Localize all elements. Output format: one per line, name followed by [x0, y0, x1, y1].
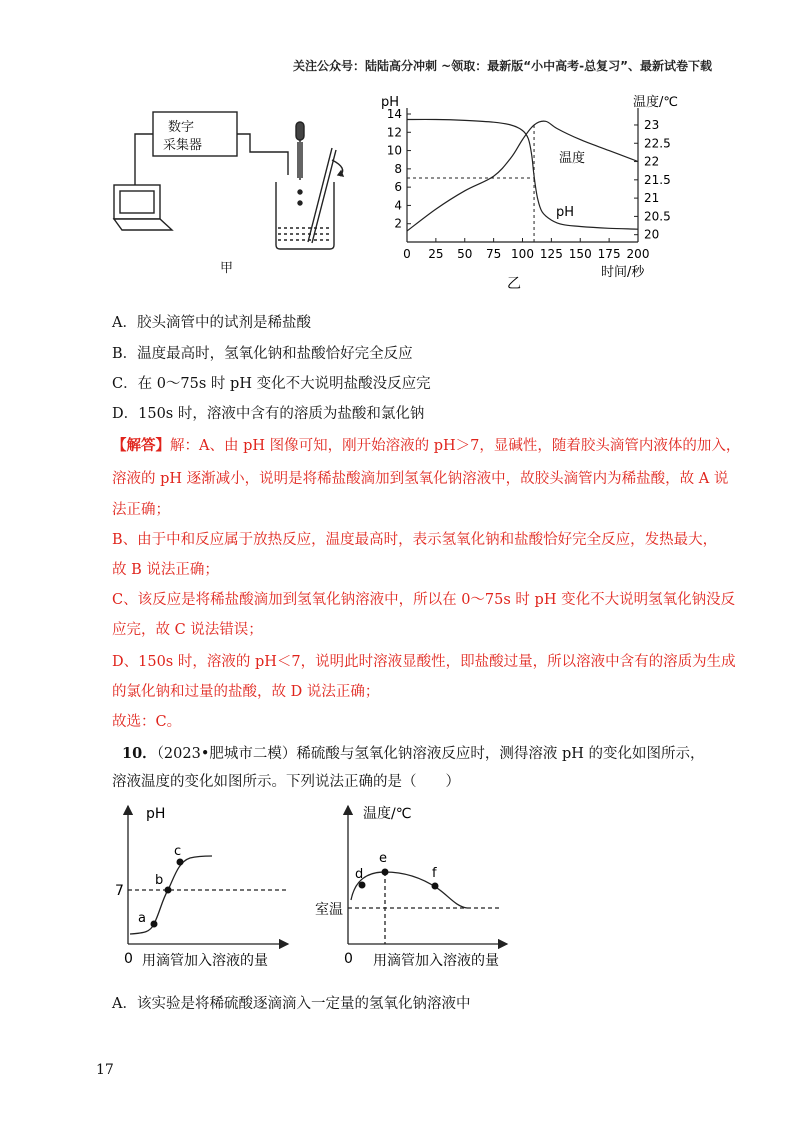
question-10-line-1: 10．（2023•肥城市二模）稀硫酸与氢氧化钠溶液反应时，测得溶液 pH 的变化如图所示，	[122, 745, 705, 762]
answer-tag: 【解答】	[112, 437, 170, 454]
figure-jia-caption: 甲	[220, 261, 234, 276]
label-d: d	[355, 867, 364, 882]
header-note: 关注公众号：陆陆高分冲刺 ~领取：最新版“小中高考-总复习”、最新试卷下载	[293, 59, 712, 73]
point-f	[432, 883, 439, 890]
answer-line-10: 故选：C。	[112, 714, 182, 730]
y-right-tick-label: 21.5	[644, 172, 671, 187]
label-e: e	[379, 851, 387, 866]
y-right-tick-label: 20	[644, 227, 660, 242]
option-d: D．150s 时，溶液中含有的溶质为盐酸和氯化钠	[112, 406, 425, 422]
option-a: A．胶头滴管中的试剂是稀盐酸	[112, 315, 311, 331]
option-b: B．温度最高时，氢氧化钠和盐酸恰好完全反应	[112, 346, 413, 362]
x-tick-label: 125	[539, 247, 563, 261]
x-tick-label: 25	[428, 247, 444, 261]
temp-graph	[315, 800, 520, 972]
point-a	[151, 921, 158, 928]
label-c: c	[174, 844, 182, 859]
question-10-number: 10．	[122, 745, 157, 762]
page-number: 17	[96, 1062, 114, 1078]
temp-graph-y-mark: 室温	[315, 902, 343, 918]
temp-graph-y-title: 温度/℃	[363, 806, 412, 822]
answer-line-5: 故 B 说法正确；	[112, 562, 219, 578]
dropper-bulb	[296, 122, 304, 140]
ph-graph-x-title: 用滴管加入溶液的量	[142, 953, 268, 969]
laptop-screen	[114, 185, 160, 219]
y-right-tick-label: 22	[644, 154, 660, 169]
collector-label-1: 数字	[168, 120, 195, 135]
answer-line-1: 【解答】解：A、由 pH 图像可知，刚开始溶液的 pH＞7，显碱性，随着胶头滴管内液体的加入，	[112, 437, 741, 454]
point-d	[359, 882, 366, 889]
point-c	[177, 859, 184, 866]
y-left-tick-label: 8	[394, 161, 402, 176]
label-f: f	[432, 866, 437, 881]
ph-graph-y-mark: 7	[115, 883, 124, 899]
label-temp: 温度	[559, 151, 586, 166]
figure-yi-chart	[375, 92, 700, 290]
ph-graph-origin: 0	[124, 951, 133, 967]
question-10-option-a: A．该实验是将稀硫酸逐滴滴入一定量的氢氧化钠溶液中	[112, 996, 471, 1012]
answer-line-7: 应完，故 C 说法错误；	[112, 622, 263, 638]
ph-graph	[110, 800, 300, 972]
answer-line-3: 法正确；	[112, 502, 170, 518]
point-b	[165, 887, 172, 894]
collector-label-2: 采集器	[163, 138, 203, 153]
x-tick-label: 0	[403, 247, 411, 261]
y-left-tick-label: 4	[394, 198, 402, 213]
x-title: 时间/秒	[601, 265, 645, 280]
label-a: a	[138, 911, 146, 926]
point-e	[382, 869, 389, 876]
answer-line-4: B、由于中和反应属于放热反应，温度最高时，表示氢氧化钠和盐酸恰好完全反应，发热最大，	[112, 532, 718, 548]
temp-graph-origin: 0	[344, 951, 353, 967]
ph-graph-y-title: pH	[146, 806, 166, 822]
figure-jia-apparatus	[100, 100, 360, 280]
figure-yi-caption: 乙	[507, 276, 521, 290]
y-right-tick-label: 23	[644, 117, 660, 132]
answer-line-9: 的氯化钠和过量的盐酸，故 D 说法正确；	[112, 684, 380, 700]
question-10-line-2: 溶液温度的变化如图所示。下列说法正确的是（ ）	[112, 774, 460, 790]
temp-graph-x-title: 用滴管加入溶液的量	[373, 953, 499, 969]
label-b: b	[155, 873, 164, 888]
x-tick-label: 100	[511, 247, 534, 261]
y-left-tick-label: 12	[386, 125, 402, 140]
x-tick-label: 175	[597, 247, 621, 261]
y-left-tick-label: 2	[394, 216, 402, 231]
x-tick-label: 200	[626, 247, 650, 261]
series-ph-line	[407, 119, 638, 229]
option-c: C．在 0～75s 时 pH 变化不大说明盐酸没反应完	[112, 376, 431, 392]
y-right-tick-label: 21	[644, 191, 660, 206]
answer-line-6: C、该反应是将稀盐酸滴加到氢氧化钠溶液中，所以在 0～75s 时 pH 变化不大说明氢氧化钠没反	[112, 592, 736, 608]
y-right-tick-label: 20.5	[644, 209, 671, 224]
y-left-tick-label: 10	[386, 143, 402, 158]
answer-line-2: 溶液的 pH 逐渐减小，说明是将稀盐酸滴加到氢氧化钠溶液中，故胶头滴管内为稀盐酸，故 A 说	[112, 471, 729, 487]
x-tick-label: 50	[457, 247, 473, 261]
x-tick-label: 150	[568, 247, 592, 261]
y-right-title: 温度/℃	[633, 95, 678, 110]
y-left-tick-label: 6	[394, 180, 402, 195]
temp-curve	[351, 872, 467, 908]
y-right-tick-label: 22.5	[644, 136, 671, 151]
y-left-title: pH	[381, 95, 400, 110]
series-temp-line	[407, 121, 638, 231]
label-ph: pH	[556, 205, 575, 220]
answer-line-8: D、150s 时，溶液的 pH＜7，说明此时溶液显酸性，即盐酸过量，所以溶液中含有的溶质为生成	[112, 654, 736, 670]
x-tick-label: 75	[485, 247, 502, 261]
y-left-tick-label: 14	[386, 107, 402, 121]
